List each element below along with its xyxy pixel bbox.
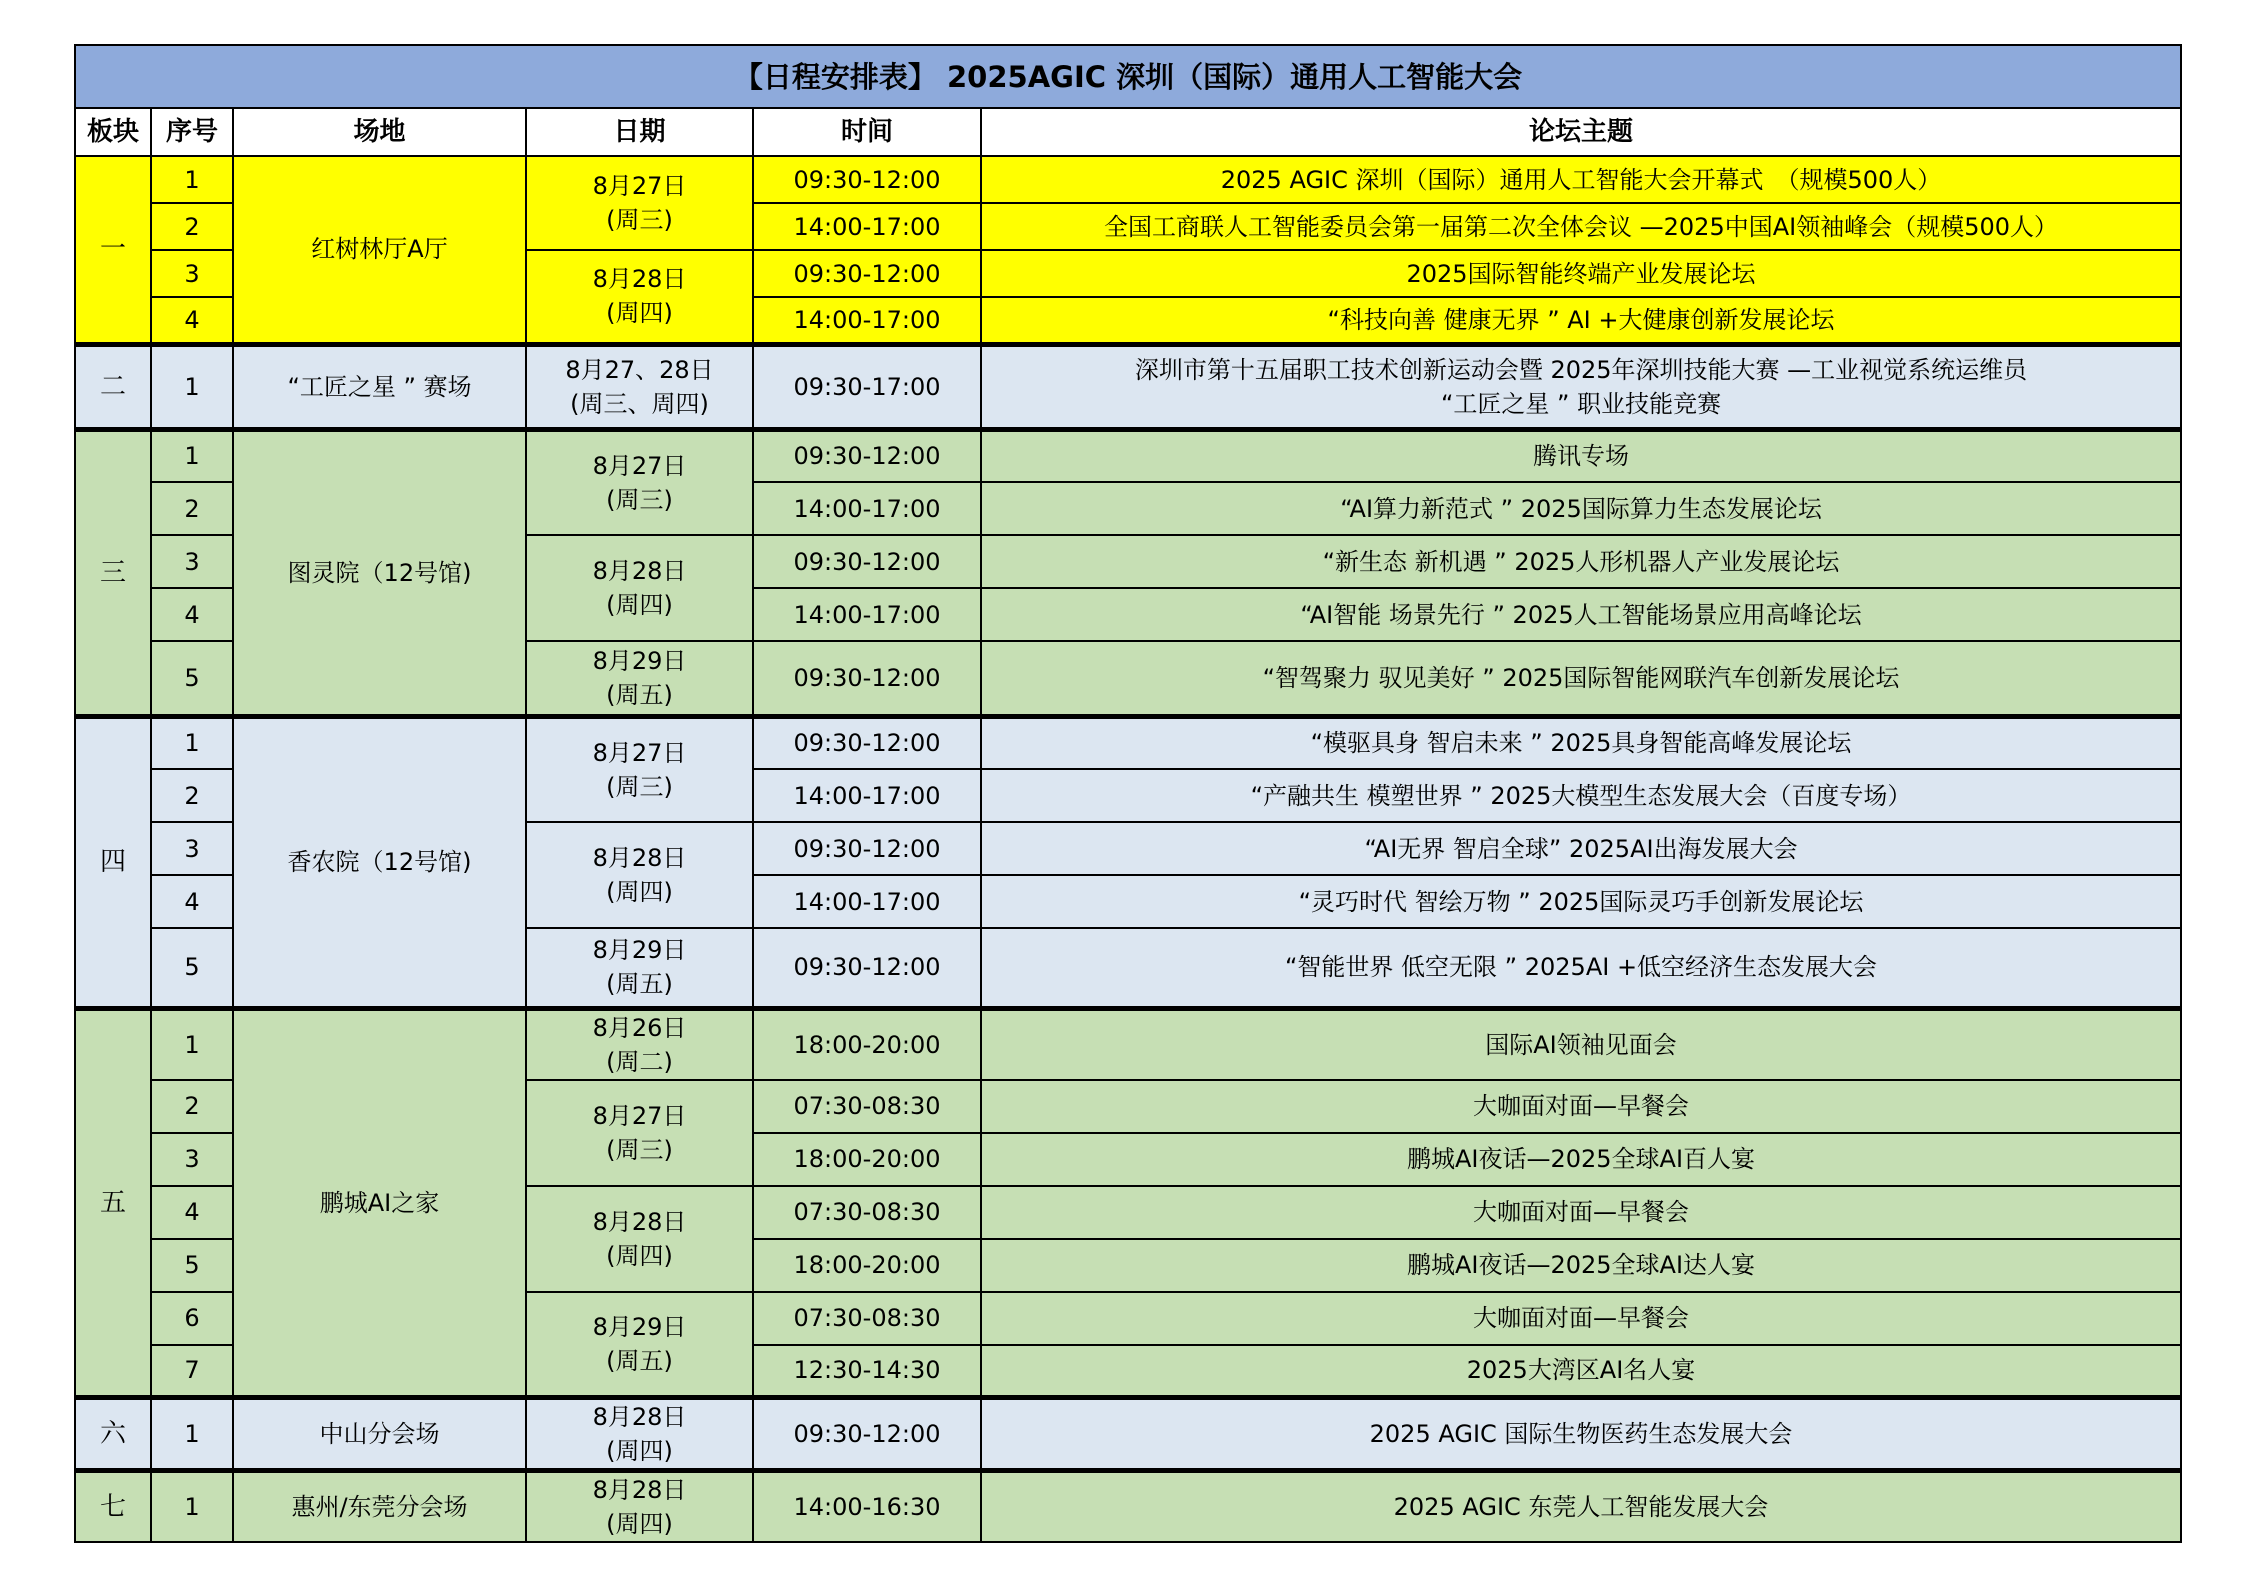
date-cell: 8月29日 (周五) (526, 641, 753, 716)
venue-cell: 惠州/东莞分会场 (233, 1471, 526, 1543)
table-row (75, 429, 2181, 482)
topic-cell: 大咖面对面—早餐会 (981, 1080, 2181, 1133)
date-cell: 8月27、28日 (周三、周四) (526, 344, 753, 429)
time-cell: 14:00-17:00 (753, 588, 981, 641)
header-time: 时间 (753, 108, 981, 156)
time-cell: 09:30-12:00 (753, 250, 981, 297)
no-cell: 2 (151, 203, 233, 250)
date-cell: 8月28日 (周四) (526, 250, 753, 344)
time-cell: 14:00-17:00 (753, 875, 981, 928)
topic-cell: “智驾聚力 驭见美好 ” 2025国际智能网联汽车创新发展论坛 (981, 641, 2181, 716)
topic-cell: “新生态 新机遇 ” 2025人形机器人产业发展论坛 (981, 535, 2181, 588)
time-cell: 14:00-17:00 (753, 297, 981, 344)
topic-cell: “AI智能 场景先行 ” 2025人工智能场景应用高峰论坛 (981, 588, 2181, 641)
no-cell: 1 (151, 1008, 233, 1080)
no-cell: 5 (151, 928, 233, 1008)
topic-cell: “模驱具身 智启未来 ” 2025具身智能高峰发展论坛 (981, 716, 2181, 769)
topic-cell: “产融共生 模塑世界 ” 2025大模型生态发展大会（百度专场） (981, 769, 2181, 822)
date-cell: 8月29日 (周五) (526, 928, 753, 1008)
topic-cell: 大咖面对面—早餐会 (981, 1292, 2181, 1345)
header-block: 板块 (75, 108, 151, 156)
time-cell: 09:30-12:00 (753, 429, 981, 482)
no-cell: 1 (151, 1471, 233, 1543)
time-cell: 07:30-08:30 (753, 1080, 981, 1133)
header-no: 序号 (151, 108, 233, 156)
table-row (75, 716, 2181, 769)
no-cell: 3 (151, 250, 233, 297)
no-cell: 3 (151, 535, 233, 588)
schedule-table (74, 44, 2182, 1543)
block-cell: 六 (75, 1398, 151, 1471)
time-cell: 14:00-16:30 (753, 1471, 981, 1543)
topic-cell: 国际AI领袖见面会 (981, 1008, 2181, 1080)
venue-cell: 香农院（12号馆) (233, 716, 526, 1008)
time-cell: 09:30-12:00 (753, 822, 981, 875)
time-cell: 18:00-20:00 (753, 1008, 981, 1080)
block-cell: 二 (75, 344, 151, 429)
no-cell: 2 (151, 482, 233, 535)
topic-cell: 鹏城AI夜话—2025全球AI百人宴 (981, 1133, 2181, 1186)
no-cell: 4 (151, 1186, 233, 1239)
topic-cell: 深圳市第十五届职工技术创新运动会暨 2025年深圳技能大赛 —工业视觉系统运维员 “工匠之星 ” 职业技能竞赛 (981, 344, 2181, 429)
topic-cell: 大咖面对面—早餐会 (981, 1186, 2181, 1239)
header-date: 日期 (526, 108, 753, 156)
topic-cell: 2025国际智能终端产业发展论坛 (981, 250, 2181, 297)
date-cell: 8月28日 (周四) (526, 1471, 753, 1543)
topic-cell: 2025大湾区AI名人宴 (981, 1345, 2181, 1398)
time-cell: 14:00-17:00 (753, 482, 981, 535)
topic-cell: 2025 AGIC 国际生物医药生态发展大会 (981, 1398, 2181, 1471)
no-cell: 1 (151, 1398, 233, 1471)
topic-cell: “灵巧时代 智绘万物 ” 2025国际灵巧手创新发展论坛 (981, 875, 2181, 928)
time-cell: 14:00-17:00 (753, 769, 981, 822)
no-cell: 4 (151, 588, 233, 641)
title-row (75, 45, 2181, 108)
topic-cell: 腾讯专场 (981, 429, 2181, 482)
no-cell: 4 (151, 297, 233, 344)
no-cell: 5 (151, 641, 233, 716)
block-cell: 七 (75, 1471, 151, 1543)
table-row (75, 1008, 2181, 1080)
no-cell: 1 (151, 344, 233, 429)
venue-cell: 红树林厅A厅 (233, 156, 526, 344)
topic-cell: “科技向善 健康无界 ” AI +大健康创新发展论坛 (981, 297, 2181, 344)
block-cell: 一 (75, 156, 151, 344)
no-cell: 2 (151, 769, 233, 822)
time-cell: 07:30-08:30 (753, 1292, 981, 1345)
time-cell: 09:30-12:00 (753, 156, 981, 203)
no-cell: 2 (151, 1080, 233, 1133)
date-cell: 8月29日 (周五) (526, 1292, 753, 1398)
no-cell: 1 (151, 156, 233, 203)
date-cell: 8月28日 (周四) (526, 822, 753, 928)
date-cell: 8月28日 (周四) (526, 535, 753, 641)
date-cell: 8月27日 (周三) (526, 429, 753, 535)
no-cell: 4 (151, 875, 233, 928)
table-row (75, 1471, 2181, 1543)
no-cell: 5 (151, 1239, 233, 1292)
date-cell: 8月27日 (周三) (526, 156, 753, 250)
topic-cell: “智能世界 低空无限 ” 2025AI +低空经济生态发展大会 (981, 928, 2181, 1008)
table-row (75, 156, 2181, 203)
block-cell: 五 (75, 1008, 151, 1398)
date-cell: 8月27日 (周三) (526, 1080, 753, 1186)
date-cell: 8月28日 (周四) (526, 1398, 753, 1471)
no-cell: 7 (151, 1345, 233, 1398)
no-cell: 1 (151, 429, 233, 482)
topic-cell: 全国工商联人工智能委员会第一届第二次全体会议 —2025中国AI领袖峰会（规模500人） (981, 203, 2181, 250)
time-cell: 09:30-12:00 (753, 716, 981, 769)
topic-cell: 鹏城AI夜话—2025全球AI达人宴 (981, 1239, 2181, 1292)
block-cell: 三 (75, 429, 151, 716)
header-venue: 场地 (233, 108, 526, 156)
time-cell: 18:00-20:00 (753, 1133, 981, 1186)
venue-cell: 中山分会场 (233, 1398, 526, 1471)
topic-cell: “AI算力新范式 ” 2025国际算力生态发展论坛 (981, 482, 2181, 535)
block-cell: 四 (75, 716, 151, 1008)
venue-cell: 图灵院（12号馆) (233, 429, 526, 716)
venue-cell: “工匠之星 ” 赛场 (233, 344, 526, 429)
header-topic: 论坛主题 (981, 108, 2181, 156)
table-row (75, 344, 2181, 429)
header-row (75, 108, 2181, 156)
topic-cell: 2025 AGIC 深圳（国际）通用人工智能大会开幕式 （规模500人） (981, 156, 2181, 203)
time-cell: 09:30-12:00 (753, 641, 981, 716)
table-title: 【日程安排表】 2025AGIC 深圳（国际）通用人工智能大会 (75, 45, 2181, 108)
time-cell: 18:00-20:00 (753, 1239, 981, 1292)
date-cell: 8月28日 (周四) (526, 1186, 753, 1292)
time-cell: 14:00-17:00 (753, 203, 981, 250)
date-cell: 8月27日 (周三) (526, 716, 753, 822)
no-cell: 6 (151, 1292, 233, 1345)
time-cell: 09:30-12:00 (753, 1398, 981, 1471)
no-cell: 3 (151, 1133, 233, 1186)
date-cell: 8月26日 (周二) (526, 1008, 753, 1080)
no-cell: 1 (151, 716, 233, 769)
time-cell: 09:30-17:00 (753, 344, 981, 429)
time-cell: 07:30-08:30 (753, 1186, 981, 1239)
time-cell: 09:30-12:00 (753, 928, 981, 1008)
time-cell: 12:30-14:30 (753, 1345, 981, 1398)
no-cell: 3 (151, 822, 233, 875)
topic-cell: “AI无界 智启全球” 2025AI出海发展大会 (981, 822, 2181, 875)
time-cell: 09:30-12:00 (753, 535, 981, 588)
venue-cell: 鹏城AI之家 (233, 1008, 526, 1398)
topic-cell: 2025 AGIC 东莞人工智能发展大会 (981, 1471, 2181, 1543)
table-row (75, 1398, 2181, 1471)
